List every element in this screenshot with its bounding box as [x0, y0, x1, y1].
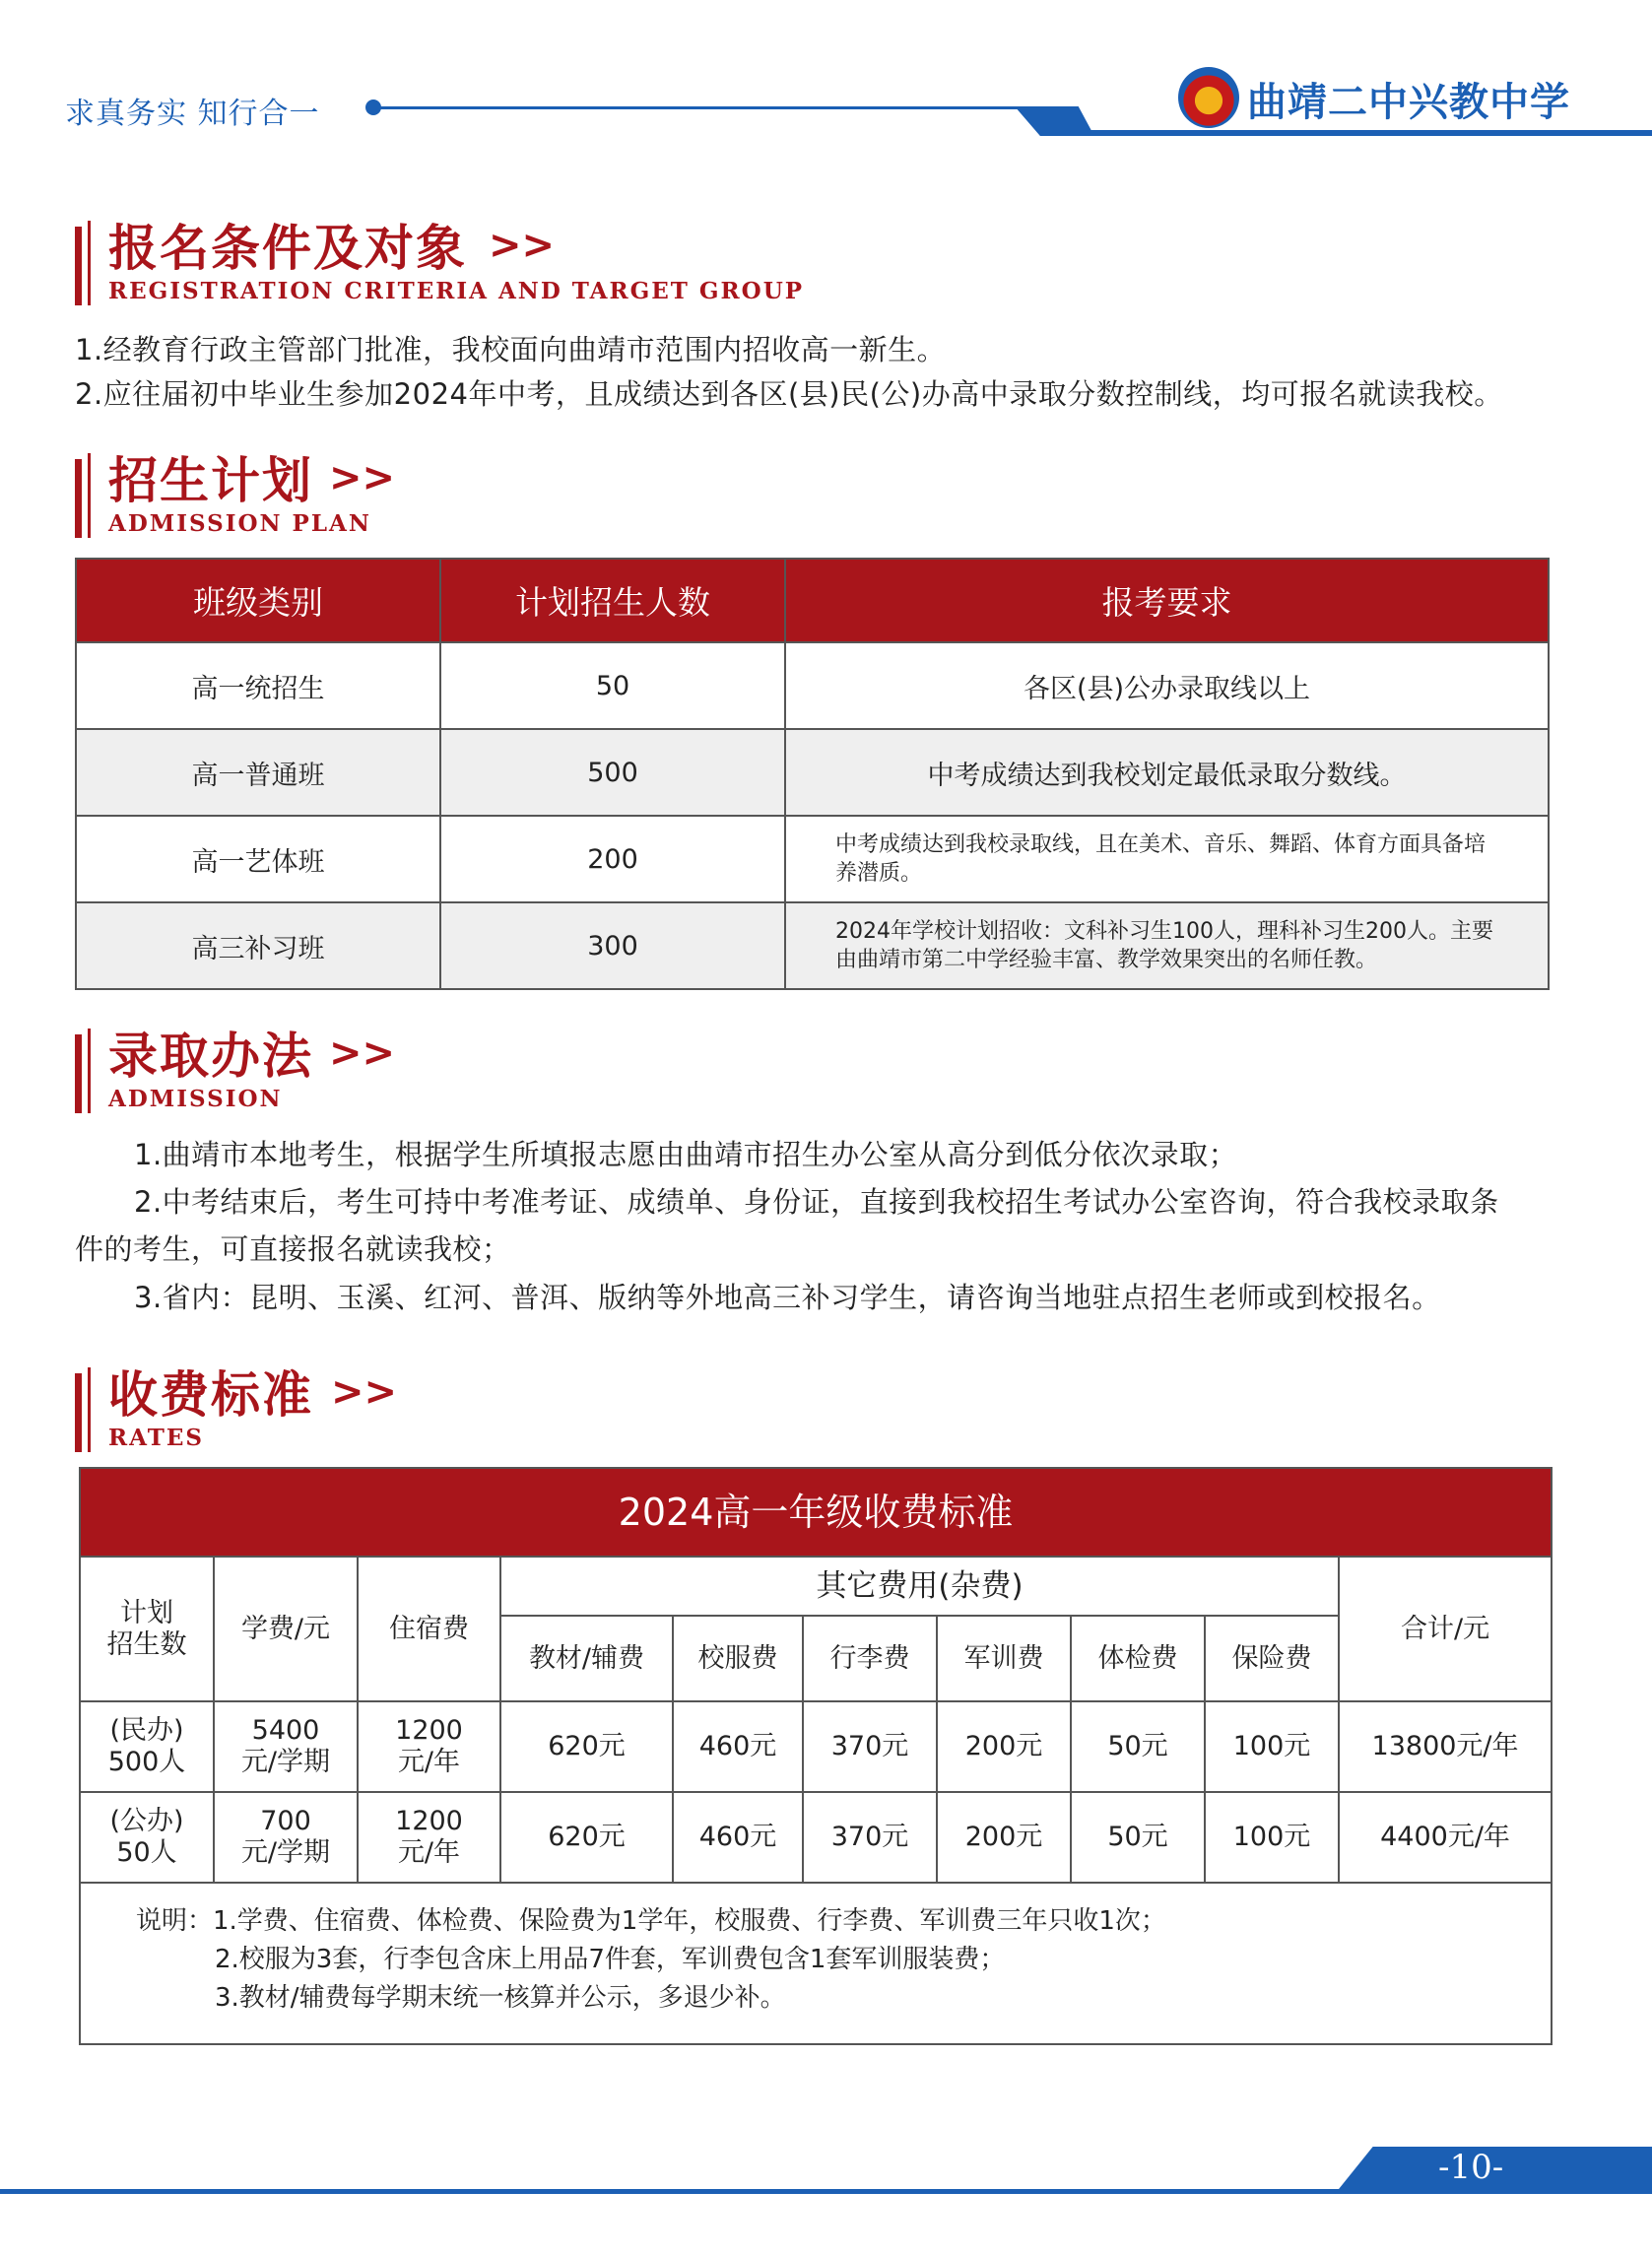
fee-cell: 620元 [500, 1792, 673, 1883]
double-chevron-icon: >> [329, 1030, 396, 1076]
school-logo [1178, 67, 1239, 128]
column-header: 报考要求 [785, 559, 1549, 642]
lodging-cell: 1200 元/年 [358, 1701, 500, 1792]
lodging-cell: 1200 元/年 [358, 1792, 500, 1883]
page-number: -10- [1438, 2148, 1504, 2187]
criteria-line-2: 2.应往届初中毕业生参加2024年中考，且成绩达到各区(县)民(公)办高中录取分数控制线，均可报名就读我校。 [75, 377, 1503, 411]
table-row [80, 1701, 1552, 1792]
table-header-row [80, 1557, 1552, 1616]
section-title: 录取办法 [108, 1028, 313, 1085]
section-subtitle: RATES [108, 1425, 204, 1451]
total-cell: 13800元/年 [1339, 1701, 1552, 1792]
fee-cell: 100元 [1205, 1792, 1339, 1883]
column-header-plan: 计划 招生数 [80, 1557, 214, 1701]
plan-cell: (公办) 50人 [80, 1792, 214, 1883]
requirement [785, 816, 1549, 902]
section-title: 招生计划 [108, 452, 313, 509]
table-row [80, 1792, 1552, 1883]
requirement [785, 902, 1549, 989]
fee-cell: 200元 [937, 1701, 1071, 1792]
column-header-lodging: 住宿费 [358, 1557, 500, 1701]
notes-row [80, 1883, 1552, 2044]
column-header: 行李费 [803, 1616, 937, 1701]
planned-count: 500 [440, 729, 785, 816]
column-header: 军训费 [937, 1616, 1071, 1701]
criteria-line-1: 1.经教育行政主管部门批准，我校面向曲靖市范围内招收高一新生。 [75, 333, 947, 366]
column-header-tuition: 学费/元 [214, 1557, 358, 1701]
requirement-line: 中考成绩达到我校录取线，且在美术、音乐、舞蹈、体育方面具备培 [835, 832, 1487, 857]
fee-cell: 200元 [937, 1792, 1071, 1883]
requirement: 各区(县)公办录取线以上 [785, 642, 1549, 729]
admission-line-2-cont: 件的考生，可直接报名就读我校； [75, 1232, 511, 1266]
table-header-row [76, 559, 1549, 642]
requirement-line: 由曲靖市第二中学经验丰富、教学效果突出的名师任教。 [835, 948, 1378, 972]
school-motto: 求真务实 知行合一 [65, 97, 320, 131]
admission-plan-table [75, 558, 1550, 990]
class-type: 高一普通班 [76, 729, 440, 816]
double-chevron-icon: >> [331, 1369, 398, 1415]
fee-cell: 370元 [803, 1792, 937, 1883]
table-row [76, 729, 1549, 816]
class-type: 高三补习班 [76, 902, 440, 989]
admission-line-2: 2.中考结束后，考生可持中考准考证、成绩单、身份证，直接到我校招生考试办公室咨询，符合我校录取条 [134, 1185, 1499, 1219]
planned-count: 200 [440, 816, 785, 902]
requirement-line: 2024年学校计划招收：文科补习生100人，理科补习生200人。主要 [835, 919, 1493, 944]
class-type: 高一统招生 [76, 642, 440, 729]
note-line: 说明：1.学费、住宿费、体检费、保险费为1学年，校服费、行李费、军训费三年只收1次； [136, 1905, 1166, 1936]
fee-cell: 460元 [673, 1701, 803, 1792]
admission-line-1: 1.曲靖市本地考生，根据学生所填报志愿由曲靖市招生办公室从高分到低分依次录取； [134, 1138, 1238, 1171]
fee-table [79, 1467, 1553, 2045]
tuition-cell: 700 元/学期 [214, 1792, 358, 1883]
tuition-cell: 5400 元/学期 [214, 1701, 358, 1792]
section-title: 报名条件及对象 [108, 220, 467, 277]
column-header-other-fees: 其它费用(杂费) [500, 1557, 1339, 1616]
planned-count: 50 [440, 642, 785, 729]
fee-cell: 100元 [1205, 1701, 1339, 1792]
header-rule [379, 106, 1039, 109]
column-header: 体检费 [1071, 1616, 1205, 1701]
section-subtitle: ADMISSION PLAN [108, 510, 371, 537]
note-line: 2.校服为3套，行李包含床上用品7件套，军训费包含1套军训服装费； [215, 1944, 1006, 1974]
column-header: 计划招生人数 [440, 559, 785, 642]
plan-cell: (民办) 500人 [80, 1701, 214, 1792]
fee-cell: 50元 [1071, 1701, 1205, 1792]
column-header: 保险费 [1205, 1616, 1339, 1701]
column-header-total: 合计/元 [1339, 1557, 1552, 1701]
total-cell: 4400元/年 [1339, 1792, 1552, 1883]
note-line: 3.教材/辅费每学期末统一核算并公示，多退少补。 [215, 1982, 786, 2013]
double-chevron-icon: >> [329, 455, 396, 500]
planned-count: 300 [440, 902, 785, 989]
fee-cell: 50元 [1071, 1792, 1205, 1883]
table-row [76, 902, 1549, 989]
admission-line-3: 3.省内：昆明、玉溪、红河、普洱、版纳等外地高三补习学生，请咨询当地驻点招生老师或到校报名。 [134, 1281, 1441, 1314]
column-header: 教材/辅费 [500, 1616, 673, 1701]
column-header: 校服费 [673, 1616, 803, 1701]
fee-cell: 460元 [673, 1792, 803, 1883]
section-title: 收费标准 [108, 1366, 313, 1424]
section-subtitle: ADMISSION [108, 1086, 283, 1112]
fee-table-title: 2024高一年级收费标准 [80, 1468, 1552, 1557]
table-row [76, 642, 1549, 729]
fee-cell: 370元 [803, 1701, 937, 1792]
column-header: 班级类别 [76, 559, 440, 642]
table-row [76, 816, 1549, 902]
requirement-line: 养潜质。 [835, 861, 923, 886]
requirement: 中考成绩达到我校划定最低录取分数线。 [785, 729, 1549, 816]
fee-cell: 620元 [500, 1701, 673, 1792]
section-subtitle: REGISTRATION CRITERIA AND TARGET GROUP [108, 278, 805, 304]
double-chevron-icon: >> [489, 223, 556, 268]
fee-notes [80, 1883, 1552, 2044]
school-name: 曲靖二中兴教中学 [1247, 80, 1570, 125]
class-type: 高一艺体班 [76, 816, 440, 902]
